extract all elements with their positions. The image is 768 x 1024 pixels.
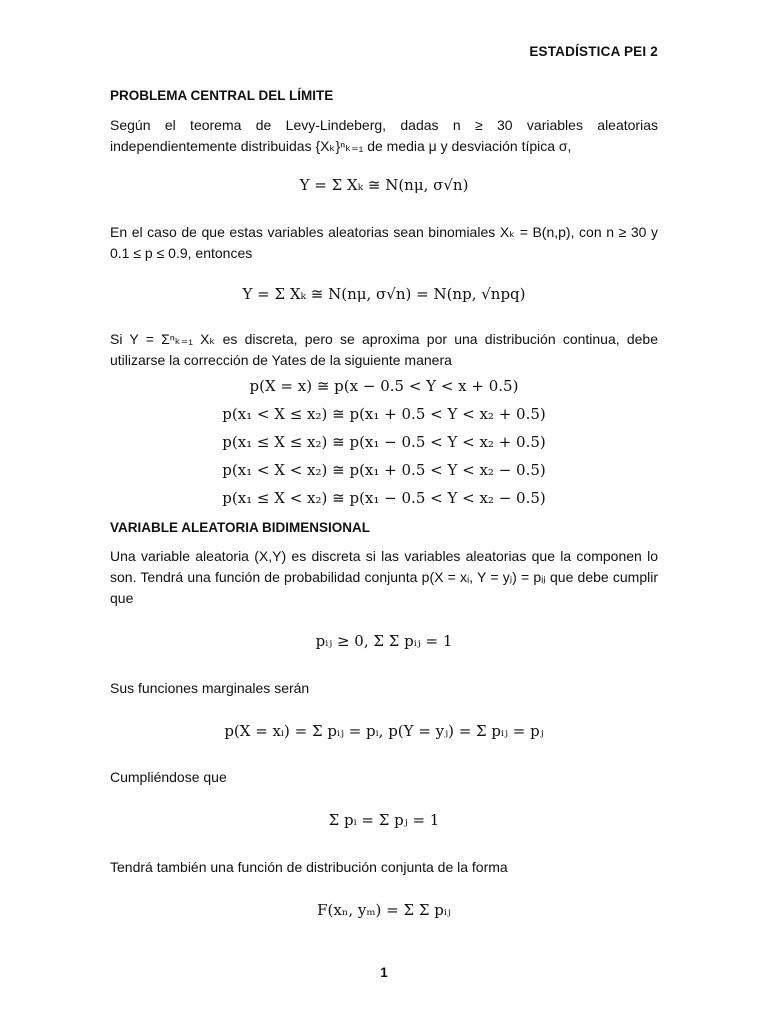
yates-equation-5: p(x₁ ≤ X < x₂) ≅ p(x₁ − 0.5 < Y < x₂ − 0.5) bbox=[222, 489, 546, 507]
section-title-central-limit: PROBLEMA CENTRAL DEL LÍMITE bbox=[110, 88, 334, 103]
equation-prob-conditions: pᵢⱼ ≥ 0, Σ Σ pᵢⱼ = 1 bbox=[315, 632, 453, 650]
page-number: 1 bbox=[380, 965, 388, 980]
paragraph-binomial: En el caso de que estas variables aleatorias sean binomiales Xₖ = B(n,p), con n ≥ 30 y 0.1 ≤ p ≤ 0.9, entonces bbox=[110, 224, 658, 261]
page-header: ESTADÍSTICA PEI 2 bbox=[529, 44, 658, 59]
equation-marginals: p(X = xᵢ) = Σ pᵢⱼ = pᵢ, p(Y = yⱼ) = Σ pᵢⱼ = pⱼ bbox=[224, 722, 544, 740]
yates-equation-2: p(x₁ < X ≤ x₂) ≅ p(x₁ + 0.5 < Y < x₂ + 0.5) bbox=[222, 405, 546, 423]
equation-binomial-normal: Y = Σ Xₖ ≅ N(nμ, σ√n) = N(np, √npq) bbox=[242, 285, 526, 303]
yates-equation-3: p(x₁ ≤ X ≤ x₂) ≅ p(x₁ − 0.5 < Y < x₂ + 0.5) bbox=[222, 433, 546, 451]
paragraph-levy-lindeberg: Según el teorema de Levy-Lindeberg, dadas n ≥ 30 variables aleatorias independientemente distribuidas {Xₖ}ⁿₖ₌₁ de media μ y desviación típica σ, bbox=[110, 117, 658, 154]
equation-marginal-sums: Σ pᵢ = Σ pⱼ = 1 bbox=[328, 811, 440, 829]
section-title-bidimensional: VARIABLE ALEATORIA BIDIMENSIONAL bbox=[110, 520, 371, 535]
paragraph-fulfilling: Cumpliéndose que bbox=[110, 769, 227, 785]
yates-equation-1: p(X = x) ≅ p(x − 0.5 < Y < x + 0.5) bbox=[249, 377, 519, 395]
paragraph-yates-intro: Si Y = Σⁿₖ₌₁ Xₖ es discreta, pero se aproxima por una distribución continua, debe utilizarse la corrección de Yates de la siguiente manera bbox=[110, 331, 658, 368]
paragraph-discrete-variable: Una variable aleatoria (X,Y) es discreta si las variables aleatorias que la componen lo son. Tendrá una función de probabilidad conjunta p(X = xᵢ, Y = yⱼ) = pᵢⱼ que debe cumplir que bbox=[110, 548, 658, 606]
yates-equation-4: p(x₁ < X < x₂) ≅ p(x₁ + 0.5 < Y < x₂ − 0.5) bbox=[222, 461, 546, 479]
paragraph-distribution-intro: Tendrá también una función de distribución conjunta de la forma bbox=[110, 859, 508, 875]
equation-sum-normal: Y = Σ Xₖ ≅ N(nμ, σ√n) bbox=[299, 176, 469, 194]
equation-distribution-function: F(xₙ, yₘ) = Σ Σ pᵢⱼ bbox=[317, 901, 451, 919]
paragraph-marginals-intro: Sus funciones marginales serán bbox=[110, 680, 310, 696]
